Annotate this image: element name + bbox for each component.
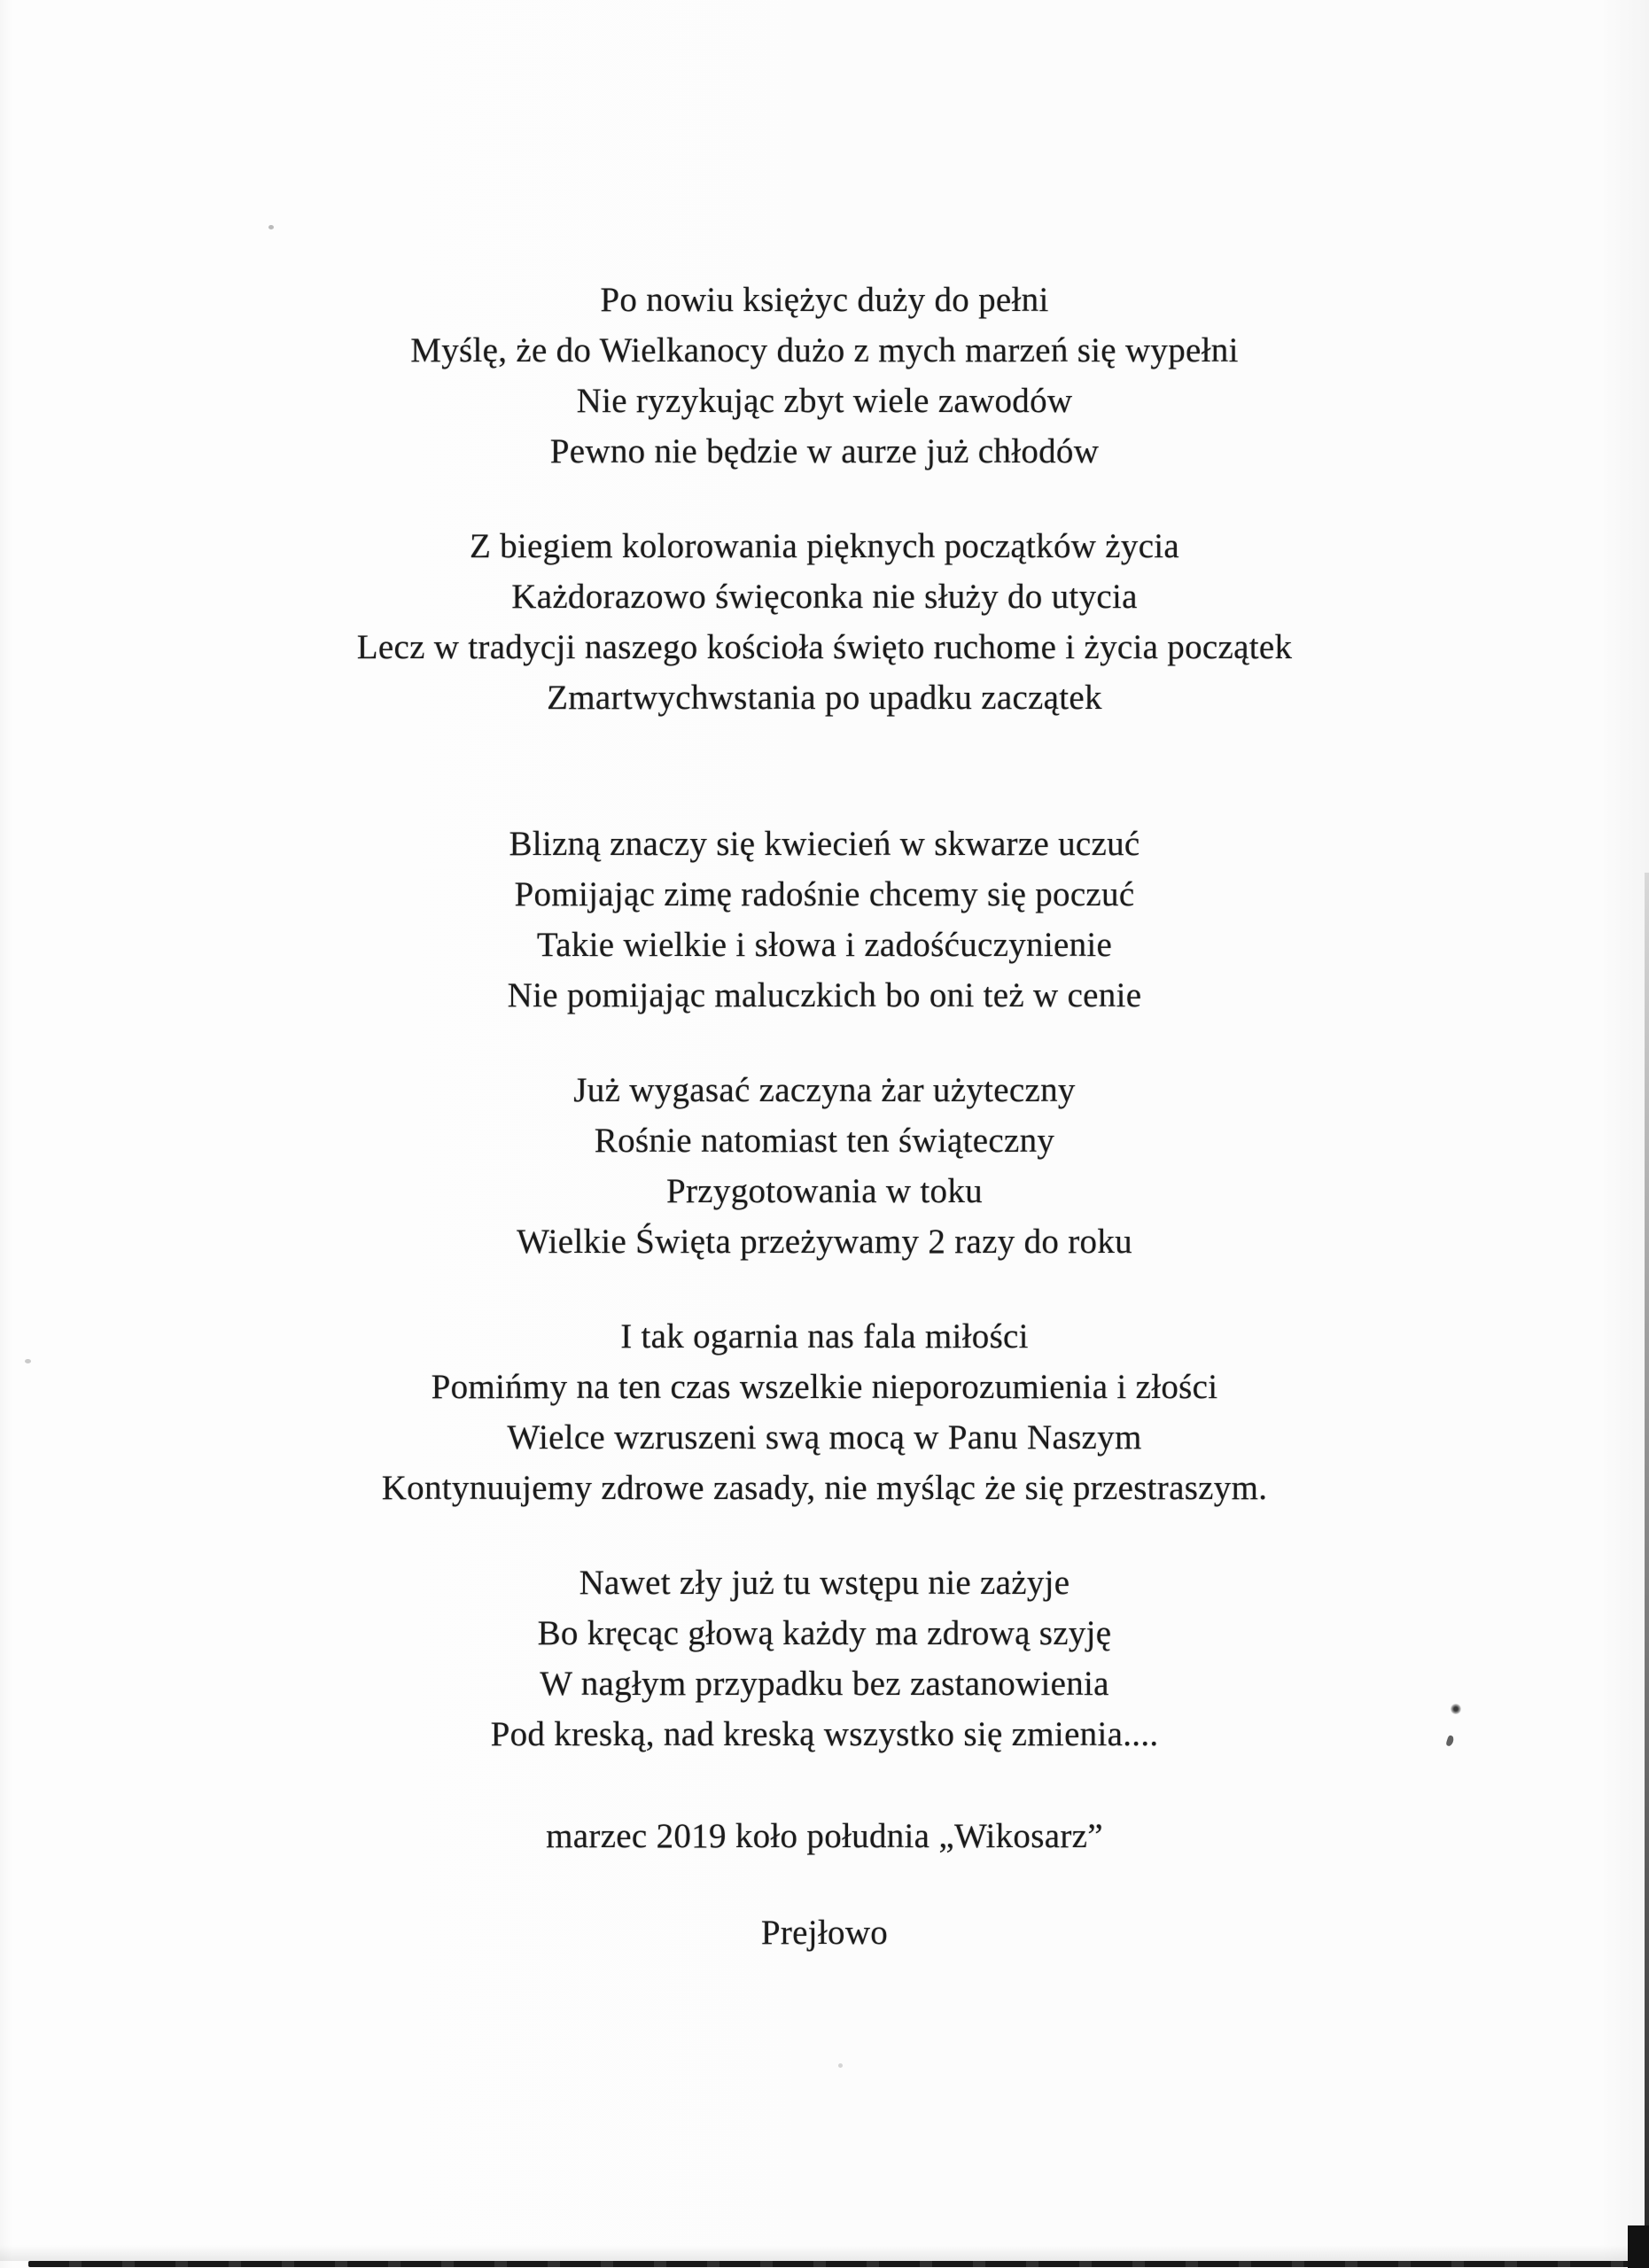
poem-line: Pomijając zimę radośnie chcemy się poczuć xyxy=(514,875,1135,913)
stanza-4 xyxy=(0,1065,1649,1267)
poem-line: Pewno nie będzie w aurze już chłodów xyxy=(549,432,1100,470)
poem-line: Już wygasać zaczyna żar użyteczny xyxy=(573,1071,1076,1109)
poem-line: Każdorazowo święconka nie służy do utycia xyxy=(511,578,1138,616)
stanza-2 xyxy=(0,521,1649,723)
scan-edge-bottom xyxy=(28,2261,1649,2267)
poem-line: Po nowiu księżyc duży do pełni xyxy=(600,281,1049,319)
poem-line: Nawet zły już tu wstępu nie zażyje xyxy=(579,1564,1070,1602)
poem-line: Rośnie natomiast ten świąteczny xyxy=(594,1122,1055,1160)
poem-line: Pod kreską, nad kreską wszystko się zmienia.... xyxy=(490,1715,1159,1753)
poem-line: Wielce wzruszeni swą mocą w Panu Naszym xyxy=(507,1418,1142,1456)
poem-line: Pomińmy na ten czas wszelkie nieporozumienia i złości xyxy=(431,1368,1218,1406)
place-line: Prejłowo xyxy=(760,1914,889,1952)
scan-shadow-bottom xyxy=(0,2245,1649,2261)
scan-edge-right xyxy=(1645,873,1649,2268)
poem-line: Lecz w tradycji naszego kościoła święto ruchome i życia początek xyxy=(356,628,1293,666)
poem-line: Myślę, że do Wielkanocy dużo z mych marzeń się wypełni xyxy=(410,331,1239,369)
poem-line: Przygotowania w toku xyxy=(666,1172,983,1210)
stanza-1 xyxy=(0,275,1649,477)
scan-speck xyxy=(268,225,274,229)
poem-line: Nie ryzykując zbyt wiele zawodów xyxy=(576,382,1073,420)
poem-line: Nie pomijając maluczkich bo oni też w cenie xyxy=(507,976,1142,1014)
scan-corner-mark xyxy=(1628,2225,1649,2268)
poem-line: Takie wielkie i słowa i zadośćuczynienie xyxy=(536,926,1113,964)
scan-speck xyxy=(838,2063,843,2068)
poem-line: Wielkie Święta przeżywamy 2 razy do roku xyxy=(517,1223,1132,1261)
poem-line: Z biegiem kolorowania pięknych początków życia xyxy=(469,527,1180,565)
scan-speck xyxy=(25,1359,31,1363)
poem-line: W nagłym przypadku bez zastanowienia xyxy=(540,1665,1109,1703)
poem-line: Zmartwychwstania po upadku zaczątek xyxy=(547,679,1102,717)
stanza-5 xyxy=(0,1311,1649,1513)
poem-line: Kontynuujemy zdrowe zasady, nie myśląc że się przestraszym. xyxy=(381,1469,1268,1507)
poem-line: Bo kręcąc głową każdy ma zdrową szyję xyxy=(537,1614,1112,1652)
dateline: marzec 2019 koło południa „Wikosarz” xyxy=(546,1817,1103,1855)
stanza-6 xyxy=(0,1557,1649,1759)
poem-line: I tak ogarnia nas fala miłości xyxy=(620,1317,1029,1355)
poem-line: Blizną znaczy się kwiecień w skwarze uczuć xyxy=(509,825,1140,863)
scan-speck xyxy=(1451,1704,1461,1714)
stanza-3 xyxy=(0,819,1649,1021)
